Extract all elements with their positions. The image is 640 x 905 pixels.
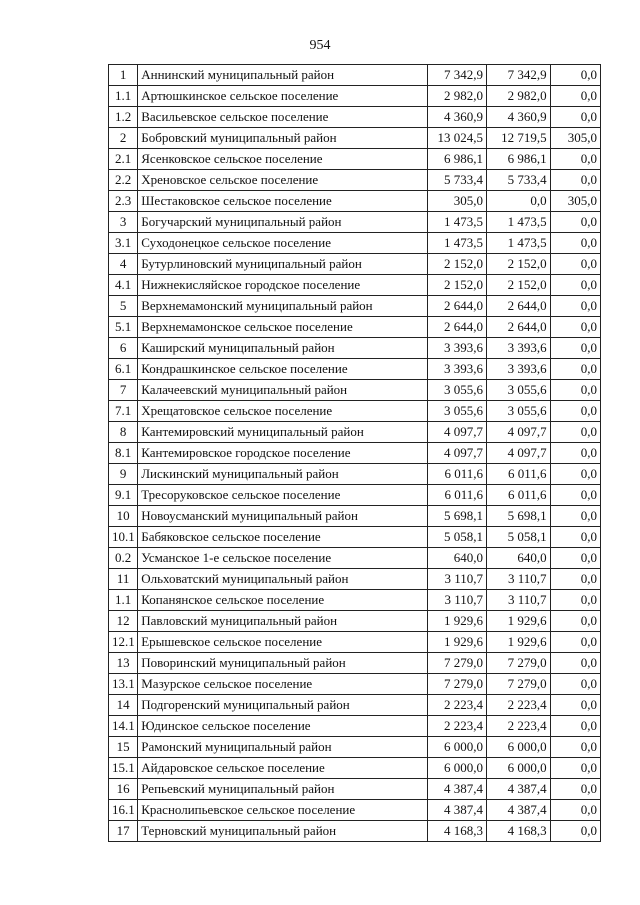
amount-third-cell: 0,0 [550, 779, 600, 800]
amount-second-cell: 2 982,0 [487, 86, 551, 107]
amount-total-cell: 6 000,0 [427, 758, 486, 779]
table-row [109, 170, 601, 191]
municipality-name-cell: Артюшкинское сельское поселение [138, 86, 427, 107]
table-row [109, 548, 601, 569]
table-row [109, 443, 601, 464]
municipality-name-cell: Бутурлиновский муниципальный район [138, 254, 427, 275]
amount-third-cell: 0,0 [550, 296, 600, 317]
row-number-cell: 10.1 [109, 527, 138, 548]
table-row [109, 422, 601, 443]
amount-total-cell: 4 097,7 [427, 422, 486, 443]
municipality-name-cell: Хреновское сельское поселение [138, 170, 427, 191]
amount-total-cell: 5 698,1 [427, 506, 486, 527]
municipality-name-cell: Васильевское сельское поселение [138, 107, 427, 128]
amount-second-cell: 6 000,0 [487, 758, 551, 779]
amount-second-cell: 3 055,6 [487, 380, 551, 401]
amount-total-cell: 2 152,0 [427, 254, 486, 275]
row-number-cell: 15 [109, 737, 138, 758]
amount-second-cell: 5 698,1 [487, 506, 551, 527]
amount-third-cell: 0,0 [550, 548, 600, 569]
amount-third-cell: 0,0 [550, 275, 600, 296]
amount-third-cell: 305,0 [550, 191, 600, 212]
amount-second-cell: 5 733,4 [487, 170, 551, 191]
amount-third-cell: 0,0 [550, 821, 600, 842]
amount-third-cell: 0,0 [550, 611, 600, 632]
table-row [109, 569, 601, 590]
municipality-name-cell: Подгоренский муниципальный район [138, 695, 427, 716]
row-number-cell: 3 [109, 212, 138, 233]
amount-third-cell: 0,0 [550, 464, 600, 485]
row-number-cell: 2.3 [109, 191, 138, 212]
table-row [109, 254, 601, 275]
row-number-cell: 9 [109, 464, 138, 485]
amount-total-cell: 4 387,4 [427, 800, 486, 821]
row-number-cell: 15.1 [109, 758, 138, 779]
row-number-cell: 7 [109, 380, 138, 401]
amount-second-cell: 1 473,5 [487, 233, 551, 254]
amount-total-cell: 2 644,0 [427, 317, 486, 338]
amount-third-cell: 0,0 [550, 569, 600, 590]
row-number-cell: 2 [109, 128, 138, 149]
table-row [109, 359, 601, 380]
table-row [109, 65, 601, 86]
amount-total-cell: 6 986,1 [427, 149, 486, 170]
municipality-name-cell: Мазурское сельское поселение [138, 674, 427, 695]
row-number-cell: 9.1 [109, 485, 138, 506]
amount-total-cell: 7 279,0 [427, 653, 486, 674]
amount-total-cell: 1 929,6 [427, 632, 486, 653]
amount-total-cell: 2 982,0 [427, 86, 486, 107]
row-number-cell: 11 [109, 569, 138, 590]
amount-second-cell: 3 055,6 [487, 401, 551, 422]
municipality-name-cell: Суходонецкое сельское поселение [138, 233, 427, 254]
amount-third-cell: 0,0 [550, 527, 600, 548]
row-number-cell: 2.1 [109, 149, 138, 170]
row-number-cell: 14.1 [109, 716, 138, 737]
table-row [109, 695, 601, 716]
amount-total-cell: 1 473,5 [427, 233, 486, 254]
amount-second-cell: 2 644,0 [487, 317, 551, 338]
municipality-name-cell: Каширский муниципальный район [138, 338, 427, 359]
row-number-cell: 5.1 [109, 317, 138, 338]
municipality-name-cell: Юдинское сельское поселение [138, 716, 427, 737]
row-number-cell: 1.1 [109, 590, 138, 611]
row-number-cell: 13 [109, 653, 138, 674]
amount-second-cell: 4 097,7 [487, 443, 551, 464]
municipality-name-cell: Бабяковское сельское поселение [138, 527, 427, 548]
municipality-name-cell: Богучарский муниципальный район [138, 212, 427, 233]
row-number-cell: 4 [109, 254, 138, 275]
municipality-name-cell: Айдаровское сельское поселение [138, 758, 427, 779]
amount-total-cell: 7 342,9 [427, 65, 486, 86]
municipality-name-cell: Тресоруковское сельское поселение [138, 485, 427, 506]
amount-third-cell: 0,0 [550, 65, 600, 86]
amount-second-cell: 7 342,9 [487, 65, 551, 86]
amount-total-cell: 4 387,4 [427, 779, 486, 800]
row-number-cell: 7.1 [109, 401, 138, 422]
row-number-cell: 6 [109, 338, 138, 359]
amount-second-cell: 1 473,5 [487, 212, 551, 233]
row-number-cell: 6.1 [109, 359, 138, 380]
row-number-cell: 3.1 [109, 233, 138, 254]
municipality-name-cell: Новоусманский муниципальный район [138, 506, 427, 527]
table-row [109, 233, 601, 254]
amount-total-cell: 2 223,4 [427, 716, 486, 737]
amount-total-cell: 1 473,5 [427, 212, 486, 233]
table-row [109, 716, 601, 737]
amount-second-cell: 6 011,6 [487, 464, 551, 485]
municipality-name-cell: Аннинский муниципальный район [138, 65, 427, 86]
amount-total-cell: 3 055,6 [427, 380, 486, 401]
amount-third-cell: 0,0 [550, 338, 600, 359]
amount-total-cell: 13 024,5 [427, 128, 486, 149]
table-row [109, 758, 601, 779]
amount-total-cell: 5 058,1 [427, 527, 486, 548]
table-row [109, 149, 601, 170]
row-number-cell: 10 [109, 506, 138, 527]
amount-second-cell: 1 929,6 [487, 632, 551, 653]
amount-third-cell: 0,0 [550, 674, 600, 695]
amount-second-cell: 3 393,6 [487, 359, 551, 380]
table-row [109, 779, 601, 800]
amount-third-cell: 0,0 [550, 422, 600, 443]
municipality-name-cell: Шестаковское сельское поселение [138, 191, 427, 212]
table-row [109, 380, 601, 401]
row-number-cell: 1 [109, 65, 138, 86]
row-number-cell: 4.1 [109, 275, 138, 296]
amount-third-cell: 0,0 [550, 212, 600, 233]
municipality-name-cell: Хрещатовское сельское поселение [138, 401, 427, 422]
amount-total-cell: 5 733,4 [427, 170, 486, 191]
amount-second-cell: 0,0 [487, 191, 551, 212]
amount-third-cell: 0,0 [550, 401, 600, 422]
municipality-name-cell: Ясенковское сельское поселение [138, 149, 427, 170]
amount-second-cell: 6 986,1 [487, 149, 551, 170]
row-number-cell: 1.2 [109, 107, 138, 128]
amount-total-cell: 3 110,7 [427, 590, 486, 611]
municipality-name-cell: Бобровский муниципальный район [138, 128, 427, 149]
municipality-name-cell: Усманское 1-е сельское поселение [138, 548, 427, 569]
amount-second-cell: 3 393,6 [487, 338, 551, 359]
amount-total-cell: 2 152,0 [427, 275, 486, 296]
amount-second-cell: 7 279,0 [487, 653, 551, 674]
amount-third-cell: 0,0 [550, 695, 600, 716]
amount-third-cell: 0,0 [550, 800, 600, 821]
table-row [109, 338, 601, 359]
amount-third-cell: 0,0 [550, 233, 600, 254]
table-row [109, 107, 601, 128]
amount-second-cell: 640,0 [487, 548, 551, 569]
table-row [109, 653, 601, 674]
table-row [109, 464, 601, 485]
municipality-name-cell: Нижнекисляйское городское поселение [138, 275, 427, 296]
amount-third-cell: 0,0 [550, 380, 600, 401]
amount-second-cell: 6 000,0 [487, 737, 551, 758]
amount-second-cell: 3 110,7 [487, 569, 551, 590]
table-row [109, 485, 601, 506]
amount-third-cell: 0,0 [550, 359, 600, 380]
municipality-name-cell: Лискинский муниципальный район [138, 464, 427, 485]
municipality-name-cell: Краснолипьевское сельское поселение [138, 800, 427, 821]
amount-second-cell: 3 110,7 [487, 590, 551, 611]
amount-third-cell: 0,0 [550, 590, 600, 611]
amount-second-cell: 2 223,4 [487, 695, 551, 716]
row-number-cell: 12 [109, 611, 138, 632]
table-row [109, 275, 601, 296]
amount-total-cell: 2 644,0 [427, 296, 486, 317]
table-row [109, 317, 601, 338]
row-number-cell: 5 [109, 296, 138, 317]
table-row [109, 506, 601, 527]
municipality-name-cell: Поворинский муниципальный район [138, 653, 427, 674]
amount-second-cell: 4 360,9 [487, 107, 551, 128]
table-row [109, 611, 601, 632]
table-row [109, 632, 601, 653]
municipality-name-cell: Павловский муниципальный район [138, 611, 427, 632]
amount-third-cell: 0,0 [550, 107, 600, 128]
row-number-cell: 2.2 [109, 170, 138, 191]
amount-third-cell: 0,0 [550, 653, 600, 674]
amount-total-cell: 3 393,6 [427, 338, 486, 359]
row-number-cell: 12.1 [109, 632, 138, 653]
amount-second-cell: 2 152,0 [487, 275, 551, 296]
table-row [109, 821, 601, 842]
municipality-name-cell: Кантемировский муниципальный район [138, 422, 427, 443]
amount-second-cell: 2 644,0 [487, 296, 551, 317]
amount-third-cell: 0,0 [550, 86, 600, 107]
amount-third-cell: 0,0 [550, 506, 600, 527]
amount-third-cell: 0,0 [550, 170, 600, 191]
amount-total-cell: 305,0 [427, 191, 486, 212]
row-number-cell: 0.2 [109, 548, 138, 569]
municipality-name-cell: Рамонский муниципальный район [138, 737, 427, 758]
amount-third-cell: 0,0 [550, 149, 600, 170]
amount-total-cell: 3 393,6 [427, 359, 486, 380]
municipality-name-cell: Кантемировское городское поселение [138, 443, 427, 464]
amount-third-cell: 0,0 [550, 254, 600, 275]
table-row [109, 212, 601, 233]
amount-second-cell: 5 058,1 [487, 527, 551, 548]
municipality-name-cell: Терновский муниципальный район [138, 821, 427, 842]
amount-total-cell: 3 110,7 [427, 569, 486, 590]
municipality-name-cell: Копанянское сельское поселение [138, 590, 427, 611]
table-row [109, 128, 601, 149]
amount-third-cell: 0,0 [550, 485, 600, 506]
table-body [109, 65, 601, 842]
amount-total-cell: 3 055,6 [427, 401, 486, 422]
amount-second-cell: 2 223,4 [487, 716, 551, 737]
table-row [109, 191, 601, 212]
amount-total-cell: 6 011,6 [427, 464, 486, 485]
amount-third-cell: 0,0 [550, 443, 600, 464]
table-row [109, 86, 601, 107]
amount-second-cell: 1 929,6 [487, 611, 551, 632]
municipality-name-cell: Ольховатский муниципальный район [138, 569, 427, 590]
municipality-name-cell: Ерышевское сельское поселение [138, 632, 427, 653]
table-row [109, 401, 601, 422]
amount-total-cell: 1 929,6 [427, 611, 486, 632]
municipality-name-cell: Репьевский муниципальный район [138, 779, 427, 800]
amount-total-cell: 4 097,7 [427, 443, 486, 464]
amount-total-cell: 6 011,6 [427, 485, 486, 506]
municipality-name-cell: Верхнемамонский муниципальный район [138, 296, 427, 317]
row-number-cell: 17 [109, 821, 138, 842]
amount-third-cell: 0,0 [550, 317, 600, 338]
municipality-name-cell: Верхнемамонское сельское поселение [138, 317, 427, 338]
amount-second-cell: 6 011,6 [487, 485, 551, 506]
amount-third-cell: 305,0 [550, 128, 600, 149]
table-row [109, 800, 601, 821]
table-row [109, 590, 601, 611]
amount-total-cell: 4 168,3 [427, 821, 486, 842]
amount-total-cell: 4 360,9 [427, 107, 486, 128]
table-row [109, 737, 601, 758]
row-number-cell: 8.1 [109, 443, 138, 464]
row-number-cell: 13.1 [109, 674, 138, 695]
amount-second-cell: 7 279,0 [487, 674, 551, 695]
table-row [109, 527, 601, 548]
amount-second-cell: 12 719,5 [487, 128, 551, 149]
table-row [109, 674, 601, 695]
row-number-cell: 16.1 [109, 800, 138, 821]
municipality-name-cell: Кондрашкинское сельское поселение [138, 359, 427, 380]
row-number-cell: 8 [109, 422, 138, 443]
amount-third-cell: 0,0 [550, 737, 600, 758]
amount-second-cell: 4 168,3 [487, 821, 551, 842]
amount-total-cell: 7 279,0 [427, 674, 486, 695]
amount-third-cell: 0,0 [550, 716, 600, 737]
amount-total-cell: 6 000,0 [427, 737, 486, 758]
amount-total-cell: 2 223,4 [427, 695, 486, 716]
amount-second-cell: 4 097,7 [487, 422, 551, 443]
row-number-cell: 16 [109, 779, 138, 800]
table-row [109, 296, 601, 317]
amount-second-cell: 2 152,0 [487, 254, 551, 275]
municipality-name-cell: Калачеевский муниципальный район [138, 380, 427, 401]
amount-second-cell: 4 387,4 [487, 800, 551, 821]
amount-total-cell: 640,0 [427, 548, 486, 569]
amount-second-cell: 4 387,4 [487, 779, 551, 800]
row-number-cell: 1.1 [109, 86, 138, 107]
page-number: 954 [309, 38, 331, 53]
budget-table [108, 64, 601, 842]
amount-third-cell: 0,0 [550, 632, 600, 653]
amount-third-cell: 0,0 [550, 758, 600, 779]
row-number-cell: 14 [109, 695, 138, 716]
